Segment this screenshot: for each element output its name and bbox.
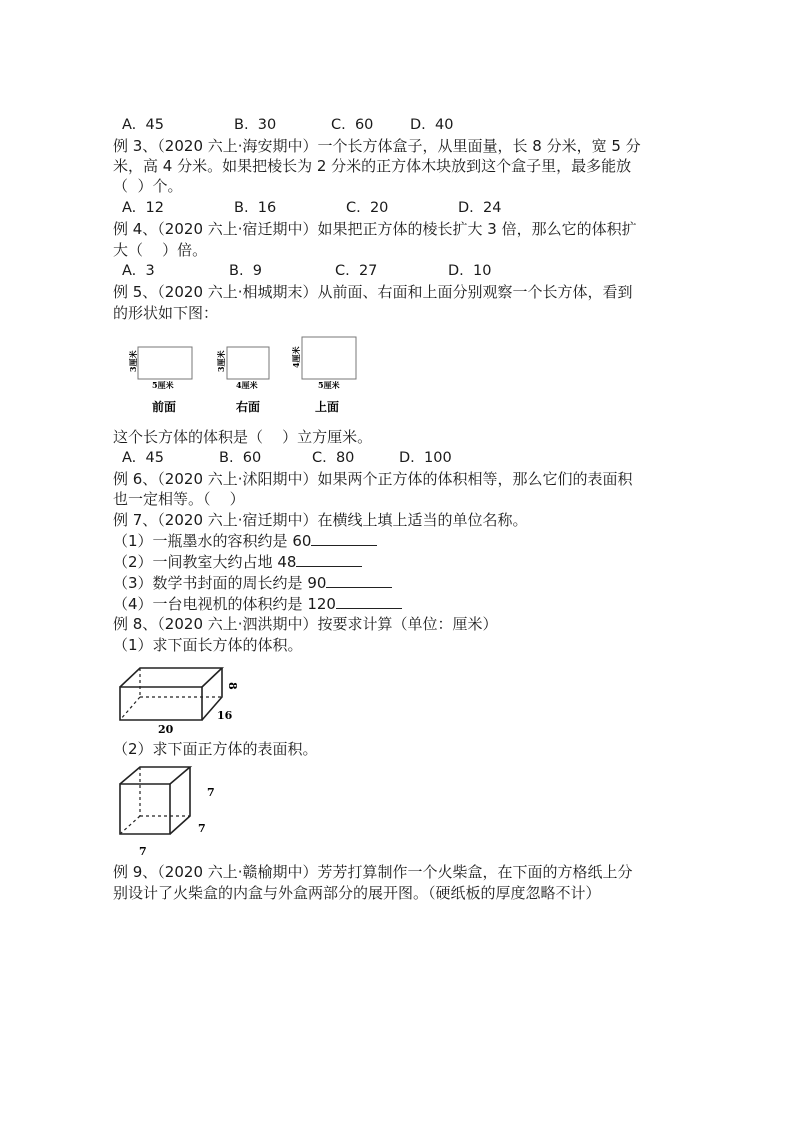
q4-option-c: C. 27 bbox=[335, 263, 378, 279]
front-view-rect bbox=[138, 347, 192, 379]
cube-height-label: 7 bbox=[207, 786, 215, 799]
right-view-rect bbox=[227, 347, 269, 379]
q7-item-3 bbox=[113, 573, 392, 593]
top-view-height-label: 4厘米 bbox=[291, 346, 301, 368]
q3-line-3: （ ）个。 bbox=[113, 177, 183, 195]
q7-item-4-blank[interactable] bbox=[336, 594, 402, 609]
q5-line-1: 例 5、（2020 六上·相城期末）从前面、右面和上面分别观察一个长方体，看到 bbox=[113, 283, 633, 301]
q5-option-c: C. 80 bbox=[312, 450, 355, 466]
right-view-caption: 右面 bbox=[236, 400, 261, 414]
q3-line-2: 米，高 4 分米。如果把棱长为 2 分米的正方体木块放到这个盒子里，最多能放 bbox=[113, 157, 632, 175]
cube-bottom-label: 7 bbox=[139, 845, 147, 858]
cuboid-figure bbox=[112, 660, 252, 740]
q2-option-d: D. 40 bbox=[410, 117, 454, 133]
q7-item-4 bbox=[113, 594, 402, 614]
q7-item-2 bbox=[113, 552, 362, 572]
q8-line-1: 例 8、（2020 六上·泗洪期中）按要求计算（单位：厘米） bbox=[113, 615, 498, 633]
q4-option-b: B. 9 bbox=[229, 263, 263, 279]
q9-line-1: 例 9、（2020 六上·赣榆期中）芳芳打算制作一个火柴盒，在下面的方格纸上分 bbox=[113, 863, 633, 881]
q7-item-1-blank[interactable] bbox=[311, 531, 377, 546]
cuboid-width-label: 16 bbox=[217, 709, 233, 722]
q7-item-2-blank[interactable] bbox=[296, 552, 362, 567]
q8-sub-1: （1）求下面长方体的体积。 bbox=[113, 636, 303, 654]
q3-line-1: 例 3、（2020 六上·海安期中）一个长方体盒子，从里面量，长 8 分米，宽 5 分 bbox=[113, 137, 641, 155]
three-views-figure bbox=[112, 330, 382, 422]
top-view-caption: 上面 bbox=[315, 400, 340, 414]
q7-item-3-text: （3）数学书封面的周长约是 90 bbox=[113, 574, 327, 592]
q2-option-a: A. 45 bbox=[122, 117, 164, 133]
q5-option-a: A. 45 bbox=[122, 450, 164, 466]
q3-option-b: B. 16 bbox=[234, 200, 277, 216]
q9-line-2: 别设计了火柴盒的内盒与外盒两部分的展开图。（硬纸板的厚度忽略不计） bbox=[113, 884, 601, 902]
q5-line-2: 的形状如下图： bbox=[113, 304, 219, 322]
q3-option-a: A. 12 bbox=[122, 200, 164, 216]
q6-line-2: 也一定相等。（ ） bbox=[113, 490, 245, 508]
q4-option-d: D. 10 bbox=[448, 263, 492, 279]
q7-item-1 bbox=[113, 531, 377, 551]
q7-line-1: 例 7、（2020 六上·宿迁期中）在横线上填上适当的单位名称。 bbox=[113, 511, 528, 529]
q4-option-a: A. 3 bbox=[122, 263, 155, 279]
cube-depth-label: 7 bbox=[198, 822, 206, 835]
q4-line-1: 例 4、（2020 六上·宿迁期中）如果把正方体的棱长扩大 3 倍，那么它的体积扩 bbox=[113, 220, 637, 238]
q7-item-1-text: （1）一瓶墨水的容积约是 60 bbox=[113, 532, 312, 550]
top-view-width-label: 5厘米 bbox=[318, 380, 340, 390]
q2-option-c: C. 60 bbox=[331, 117, 374, 133]
q7-item-4-text: （4）一台电视机的体积约是 120 bbox=[113, 595, 336, 613]
front-view-width-label: 5厘米 bbox=[152, 380, 174, 390]
q5-option-b: B. 60 bbox=[219, 450, 262, 466]
q3-option-c: C. 20 bbox=[346, 200, 389, 216]
right-view-width-label: 4厘米 bbox=[236, 380, 258, 390]
top-view-rect bbox=[302, 337, 356, 379]
cube-figure bbox=[112, 762, 232, 862]
q5-line-3: 这个长方体的体积是（ ）立方厘米。 bbox=[113, 428, 373, 446]
cuboid-length-label: 20 bbox=[158, 723, 174, 736]
q7-item-3-blank[interactable] bbox=[326, 573, 392, 588]
cuboid-height-label: 8 bbox=[226, 682, 239, 690]
q6-line-1: 例 6、（2020 六上·沭阳期中）如果两个正方体的体积相等，那么它们的表面积 bbox=[113, 470, 633, 488]
q7-item-2-text: （2）一间教室大约占地 48 bbox=[113, 553, 297, 571]
q4-line-2: 大（ ）倍。 bbox=[113, 241, 208, 259]
q8-sub-2: （2）求下面正方体的表面积。 bbox=[113, 740, 318, 758]
q2-option-b: B. 30 bbox=[234, 117, 277, 133]
right-view-height-label: 3厘米 bbox=[216, 350, 226, 372]
front-view-caption: 前面 bbox=[152, 400, 177, 414]
q5-option-d: D. 100 bbox=[399, 450, 452, 466]
front-view-height-label: 3厘米 bbox=[128, 350, 138, 372]
q3-option-d: D. 24 bbox=[458, 200, 502, 216]
